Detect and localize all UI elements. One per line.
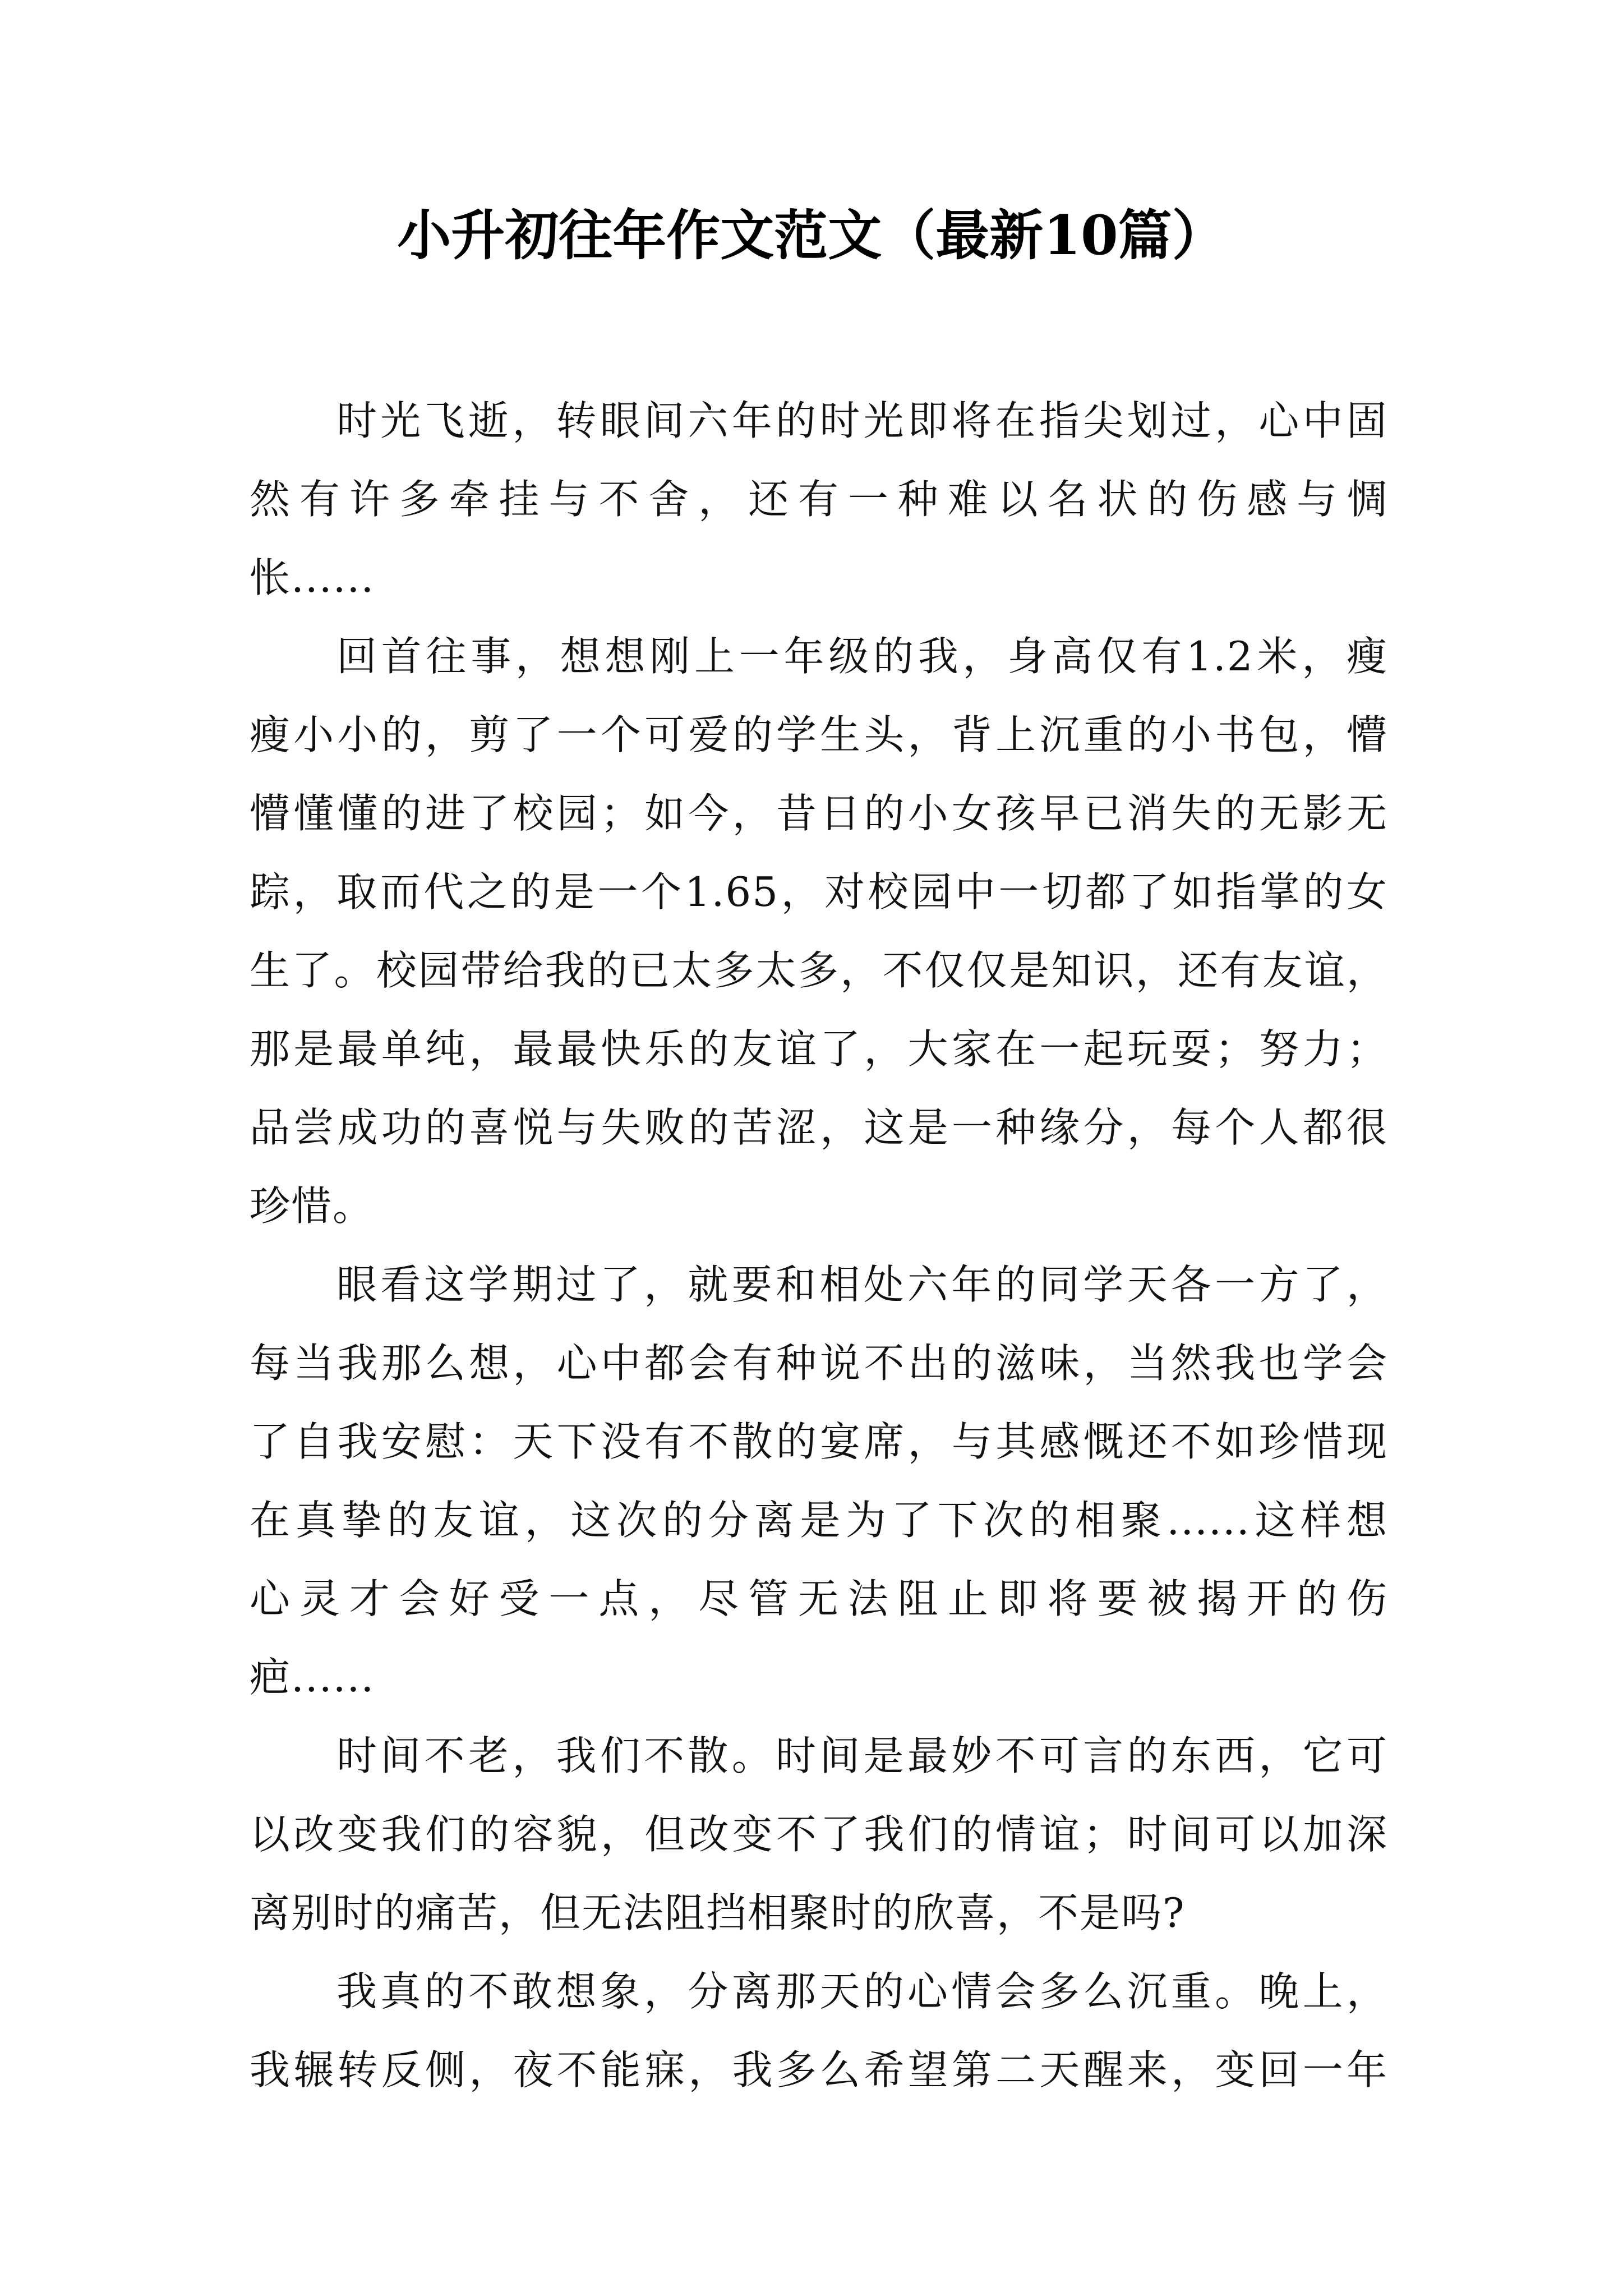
paragraph-1-line-1: 时光飞逝，转眼间六年的时光即将在指尖划过，心中固	[336, 397, 1388, 444]
paragraph-4-line-1: 时间不老，我们不散。时间是最妙不可言的东西，它可	[336, 1732, 1388, 1779]
paragraph-3-line-1: 眼看这学期过了，就要和相处六年的同学天各一方了，	[336, 1261, 1388, 1308]
paragraph-2-line-2: 瘦小小的，剪了一个可爱的学生头，背上沉重的小书包，懵	[250, 711, 1388, 758]
paragraph-3-line-4: 在真挚的友谊，这次的分离是为了下次的相聚......这样想	[250, 1497, 1388, 1544]
paragraph-2-line-7: 品尝成功的喜悦与失败的苦涩，这是一种缘分，每个人都很	[250, 1104, 1388, 1151]
document-title: 小升初往年作文范文（最新10篇）	[397, 204, 1226, 267]
paragraph-4-line-2: 以改变我们的容貌，但改变不了我们的情谊；时间可以加深	[250, 1811, 1388, 1858]
paragraph-3-line-2: 每当我那么想，心中都会有种说不出的滋味，当然我也学会	[250, 1340, 1388, 1387]
paragraph-3-line-6: 疤......	[250, 1654, 375, 1701]
paragraph-2-line-4: 踪，取而代之的是一个1.65，对校园中一切都了如指掌的女	[250, 868, 1388, 915]
paragraph-1-line-2: 然有许多牵挂与不舍，还有一种难以名状的伤感与惆	[250, 476, 1388, 523]
paragraph-2-line-3: 懵懂懂的进了校园；如今，昔日的小女孩早已消失的无影无	[250, 790, 1388, 837]
paragraph-3-line-3: 了自我安慰：天下没有不散的宴席，与其感慨还不如珍惜现	[250, 1418, 1388, 1465]
paragraph-1-line-3: 怅......	[250, 554, 375, 601]
document-body	[250, 381, 1388, 2109]
paragraph-2-line-8: 珍惜。	[250, 1182, 375, 1230]
paragraph-2-line-6: 那是最单纯，最最快乐的友谊了，大家在一起玩耍；努力；	[250, 1025, 1388, 1073]
paragraph-4-line-3: 离别时的痛苦，但无法阻挡相聚时的欣喜，不是吗?	[250, 1889, 1186, 1936]
paragraph-5-line-2: 我辗转反侧，夜不能寐，我多么希望第二天醒来，变回一年	[250, 2046, 1388, 2093]
paragraph-5-line-1: 我真的不敢想象，分离那天的心情会多么沉重。晚上，	[336, 1968, 1388, 2015]
paragraph-2-line-1: 回首往事，想想刚上一年级的我，身高仅有1.2米，瘦	[336, 633, 1388, 680]
paragraph-3-line-5: 心灵才会好受一点，尽管无法阻止即将要被揭开的伤	[250, 1575, 1388, 1622]
paragraph-2-line-5: 生了。校园带给我的已太多太多，不仅仅是知识，还有友谊，	[250, 947, 1388, 994]
